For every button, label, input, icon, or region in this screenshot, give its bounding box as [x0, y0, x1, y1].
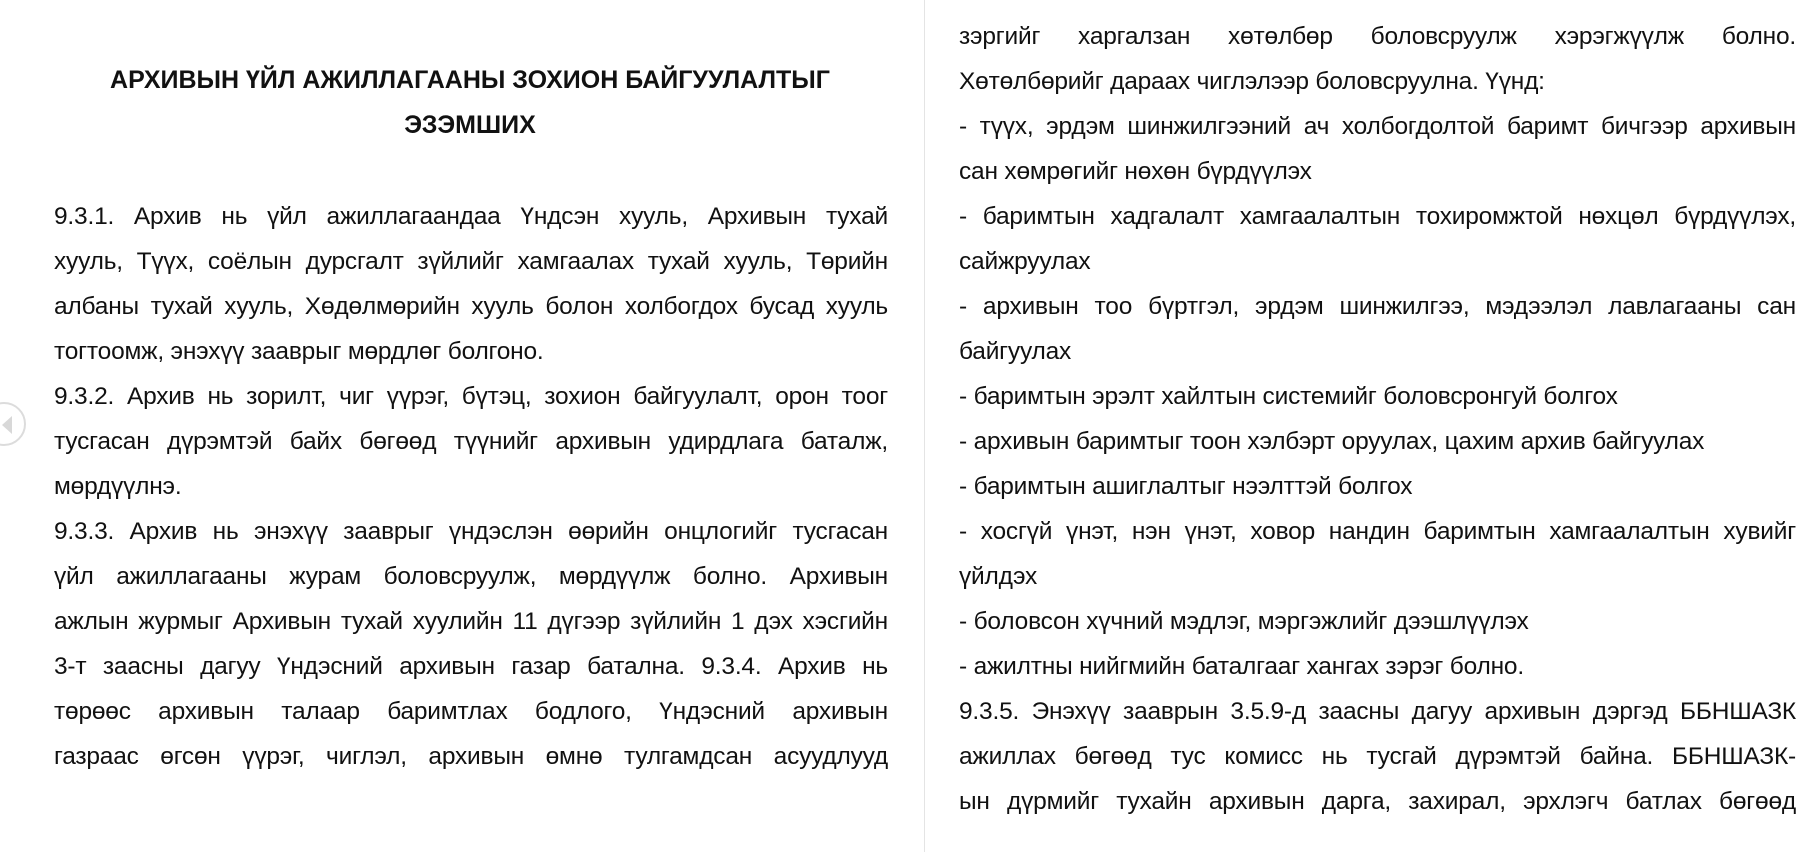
text-line: тогтоомж, энэхүү зааврыг мөрдлөг болгоно.: [54, 338, 544, 365]
text-line: - архивын баримтыг тоон хэлбэрт оруулах, цахим архив байгуулах: [959, 428, 1705, 455]
text-line: тусгасан дүрэмтэй байх бөгөөд түүнийг архивын удирдлага баталж,: [54, 428, 888, 455]
text-line: үйл ажиллагааны журам боловсруулж, мөрдүүлж болно. Архивын: [54, 563, 888, 590]
text-line: хууль, Түүх, соёлын дурсгалт зүйлийг хамгаалах тухай хууль, Төрийн: [54, 248, 888, 275]
text-line: - баримтын ашиглалтыг нээлттэй болгох: [959, 473, 1413, 500]
heading-line: АРХИВЫН ҮЙЛ АЖИЛЛАГААНЫ ЗОХИОН БАЙГУУЛАЛТЫГ: [110, 66, 830, 94]
right-body-text: [959, 14, 1796, 824]
text-line: ын дүрмийг тухайн архивын дарга, захирал, эрхлэгч батлах бөгөөд: [959, 788, 1796, 815]
text-line: төрөөс архивын талаар баримтлах бодлого, Үндэсний архивын: [54, 698, 888, 725]
text-line: байгуулах: [959, 338, 1072, 365]
text-line: 9.3.3. Архив нь энэхүү зааврыг үндэслэн өөрийн онцлогийг тусгасан: [54, 518, 888, 545]
text-line: 9.3.1. Архив нь үйл ажиллагаандаа Үндсэн хууль, Архивын тухай: [54, 203, 888, 230]
text-line: зэргийг харгалзан хөтөлбөр боловсруулж хэрэгжүүлж болно.: [959, 23, 1796, 50]
text-line: - архивын тоо бүртгэл, эрдэм шинжилгээ, мэдээлэл лавлагааны сан: [959, 293, 1796, 320]
text-line: үйлдэх: [959, 563, 1038, 590]
text-line: газраас өгсөн үүрэг, чиглэл, архивын өмнө тулгамдсан асуудлууд: [54, 743, 888, 770]
text-line: ажиллах бөгөөд тус комисс нь тусгай дүрэмтэй байна. ББНШАЗК-: [959, 743, 1796, 770]
chevron-left-icon: [2, 416, 12, 434]
text-line: албаны тухай хууль, Хөдөлмөрийн хууль болон холбогдох бусад хууль: [54, 293, 888, 320]
text-line: - хосгүй үнэт, нэн үнэт, ховор нандин баримтын хамгаалалтын хувийг: [959, 518, 1796, 545]
text-line: ажлын журмыг Архивын тухай хуулийн 11 дүгээр зүйлийн 1 дэх хэсгийн: [54, 608, 888, 635]
text-line: мөрдүүлнэ.: [54, 473, 182, 500]
text-line: сайжруулах: [959, 248, 1091, 275]
section-heading: [90, 58, 850, 148]
page-divider: [924, 0, 925, 852]
previous-page-button[interactable]: [0, 402, 26, 446]
left-body-text: [54, 194, 888, 779]
text-line: 9.3.2. Архив нь зорилт, чиг үүрэг, бүтэц, зохион байгуулалт, орон тоог: [54, 383, 888, 410]
text-line: - баримтын хадгалалт хамгаалалтын тохиромжтой нөхцөл бүрдүүлэх,: [959, 203, 1796, 230]
text-line: 3-т заасны дагуу Үндэсний архивын газар батална. 9.3.4. Архив нь: [54, 653, 888, 680]
text-line: - түүх, эрдэм шинжилгээний ач холбогдолтой баримт бичгээр архивын: [959, 113, 1796, 140]
heading-line: ЭЗЭМШИХ: [404, 111, 536, 139]
text-line: - ажилтны нийгмийн баталгааг хангах зэрэг болно.: [959, 653, 1524, 680]
text-line: - баримтын эрэлт хайлтын системийг боловсронгуй болгох: [959, 383, 1618, 410]
text-line: - боловсон хүчний мэдлэг, мэргэжлийг дээшлүүлэх: [959, 608, 1529, 635]
text-line: Хөтөлбөрийг дараах чиглэлээр боловсруулна. Үүнд:: [959, 68, 1545, 95]
text-line: 9.3.5. Энэхүү зааврын 3.5.9-д заасны дагуу архивын дэргэд ББНШАЗК: [959, 698, 1796, 725]
text-line: сан хөмрөгийг нөхөн бүрдүүлэх: [959, 158, 1312, 185]
right-page: [926, 0, 1805, 852]
